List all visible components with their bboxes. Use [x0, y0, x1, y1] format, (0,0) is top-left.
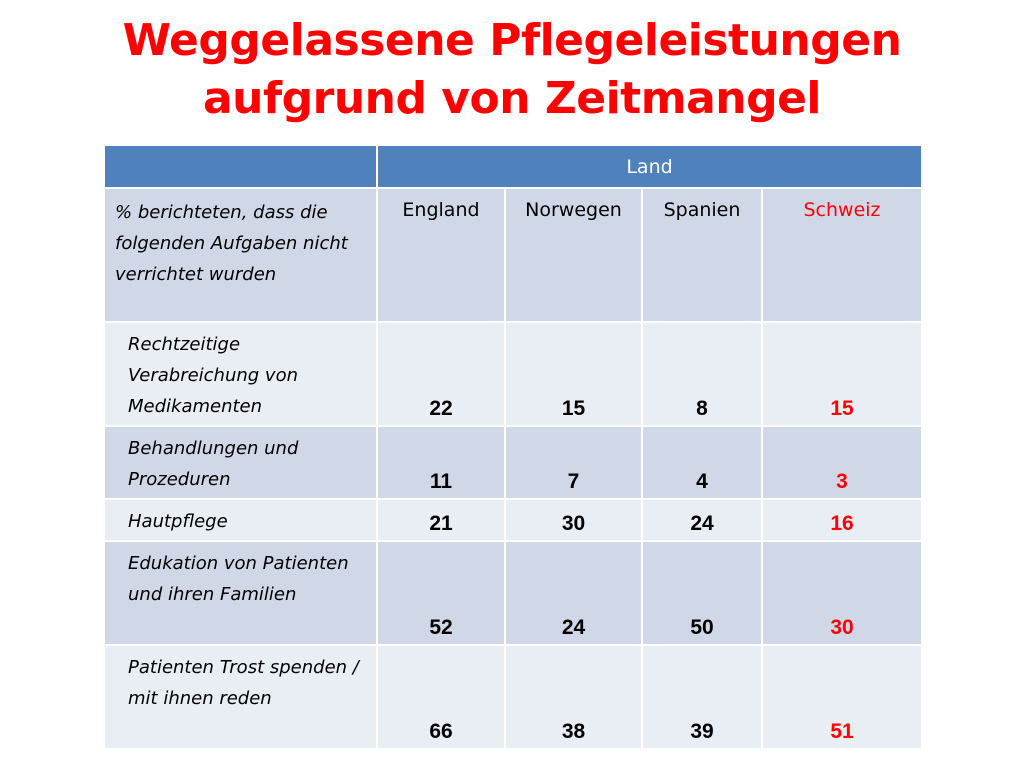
country-header-row: [104, 188, 922, 322]
title-line-1: Weggelassene Pflegeleistungen: [122, 15, 902, 66]
title-line-2: aufgrund von Zeitmangel: [202, 73, 821, 124]
land-header: Land: [377, 145, 922, 188]
value-norwegen: 24: [505, 541, 642, 645]
row-label: Rechtzeitige Verabreichung von Medikamenten: [104, 322, 377, 426]
value-schweiz: 3: [762, 426, 922, 499]
value-spanien: 24: [642, 499, 762, 541]
country-spanien: Spanien: [642, 188, 762, 322]
value-spanien: 39: [642, 645, 762, 749]
value-england: 66: [377, 645, 505, 749]
country-norwegen: Norwegen: [505, 188, 642, 322]
table-row: [104, 499, 922, 541]
table-row: [104, 645, 922, 749]
value-schweiz: 30: [762, 541, 922, 645]
country-schweiz: Schweiz: [762, 188, 922, 322]
value-england: 11: [377, 426, 505, 499]
header-row: [104, 145, 922, 188]
value-england: 52: [377, 541, 505, 645]
value-norwegen: 15: [505, 322, 642, 426]
value-spanien: 50: [642, 541, 762, 645]
value-schweiz: 16: [762, 499, 922, 541]
value-schweiz: 51: [762, 645, 922, 749]
value-schweiz: 15: [762, 322, 922, 426]
table-row: [104, 541, 922, 645]
table-row: [104, 322, 922, 426]
value-spanien: 4: [642, 426, 762, 499]
row-label: Patienten Trost spenden / mit ihnen reden: [104, 645, 377, 749]
header-empty-cell: [104, 145, 377, 188]
value-england: 22: [377, 322, 505, 426]
table-row: [104, 426, 922, 499]
value-norwegen: 7: [505, 426, 642, 499]
description-cell: % berichteten, dass die folgenden Aufgaben nicht verrichtet wurden: [104, 188, 377, 322]
row-label: Behandlungen und Prozeduren: [104, 426, 377, 499]
value-spanien: 8: [642, 322, 762, 426]
country-england: England: [377, 188, 505, 322]
data-table: [103, 144, 923, 750]
row-label: Hautpflege: [104, 499, 377, 541]
value-norwegen: 38: [505, 645, 642, 749]
row-label: Edukation von Patienten und ihren Familien: [104, 541, 377, 645]
value-norwegen: 30: [505, 499, 642, 541]
slide-title: [0, 12, 1024, 128]
value-england: 21: [377, 499, 505, 541]
